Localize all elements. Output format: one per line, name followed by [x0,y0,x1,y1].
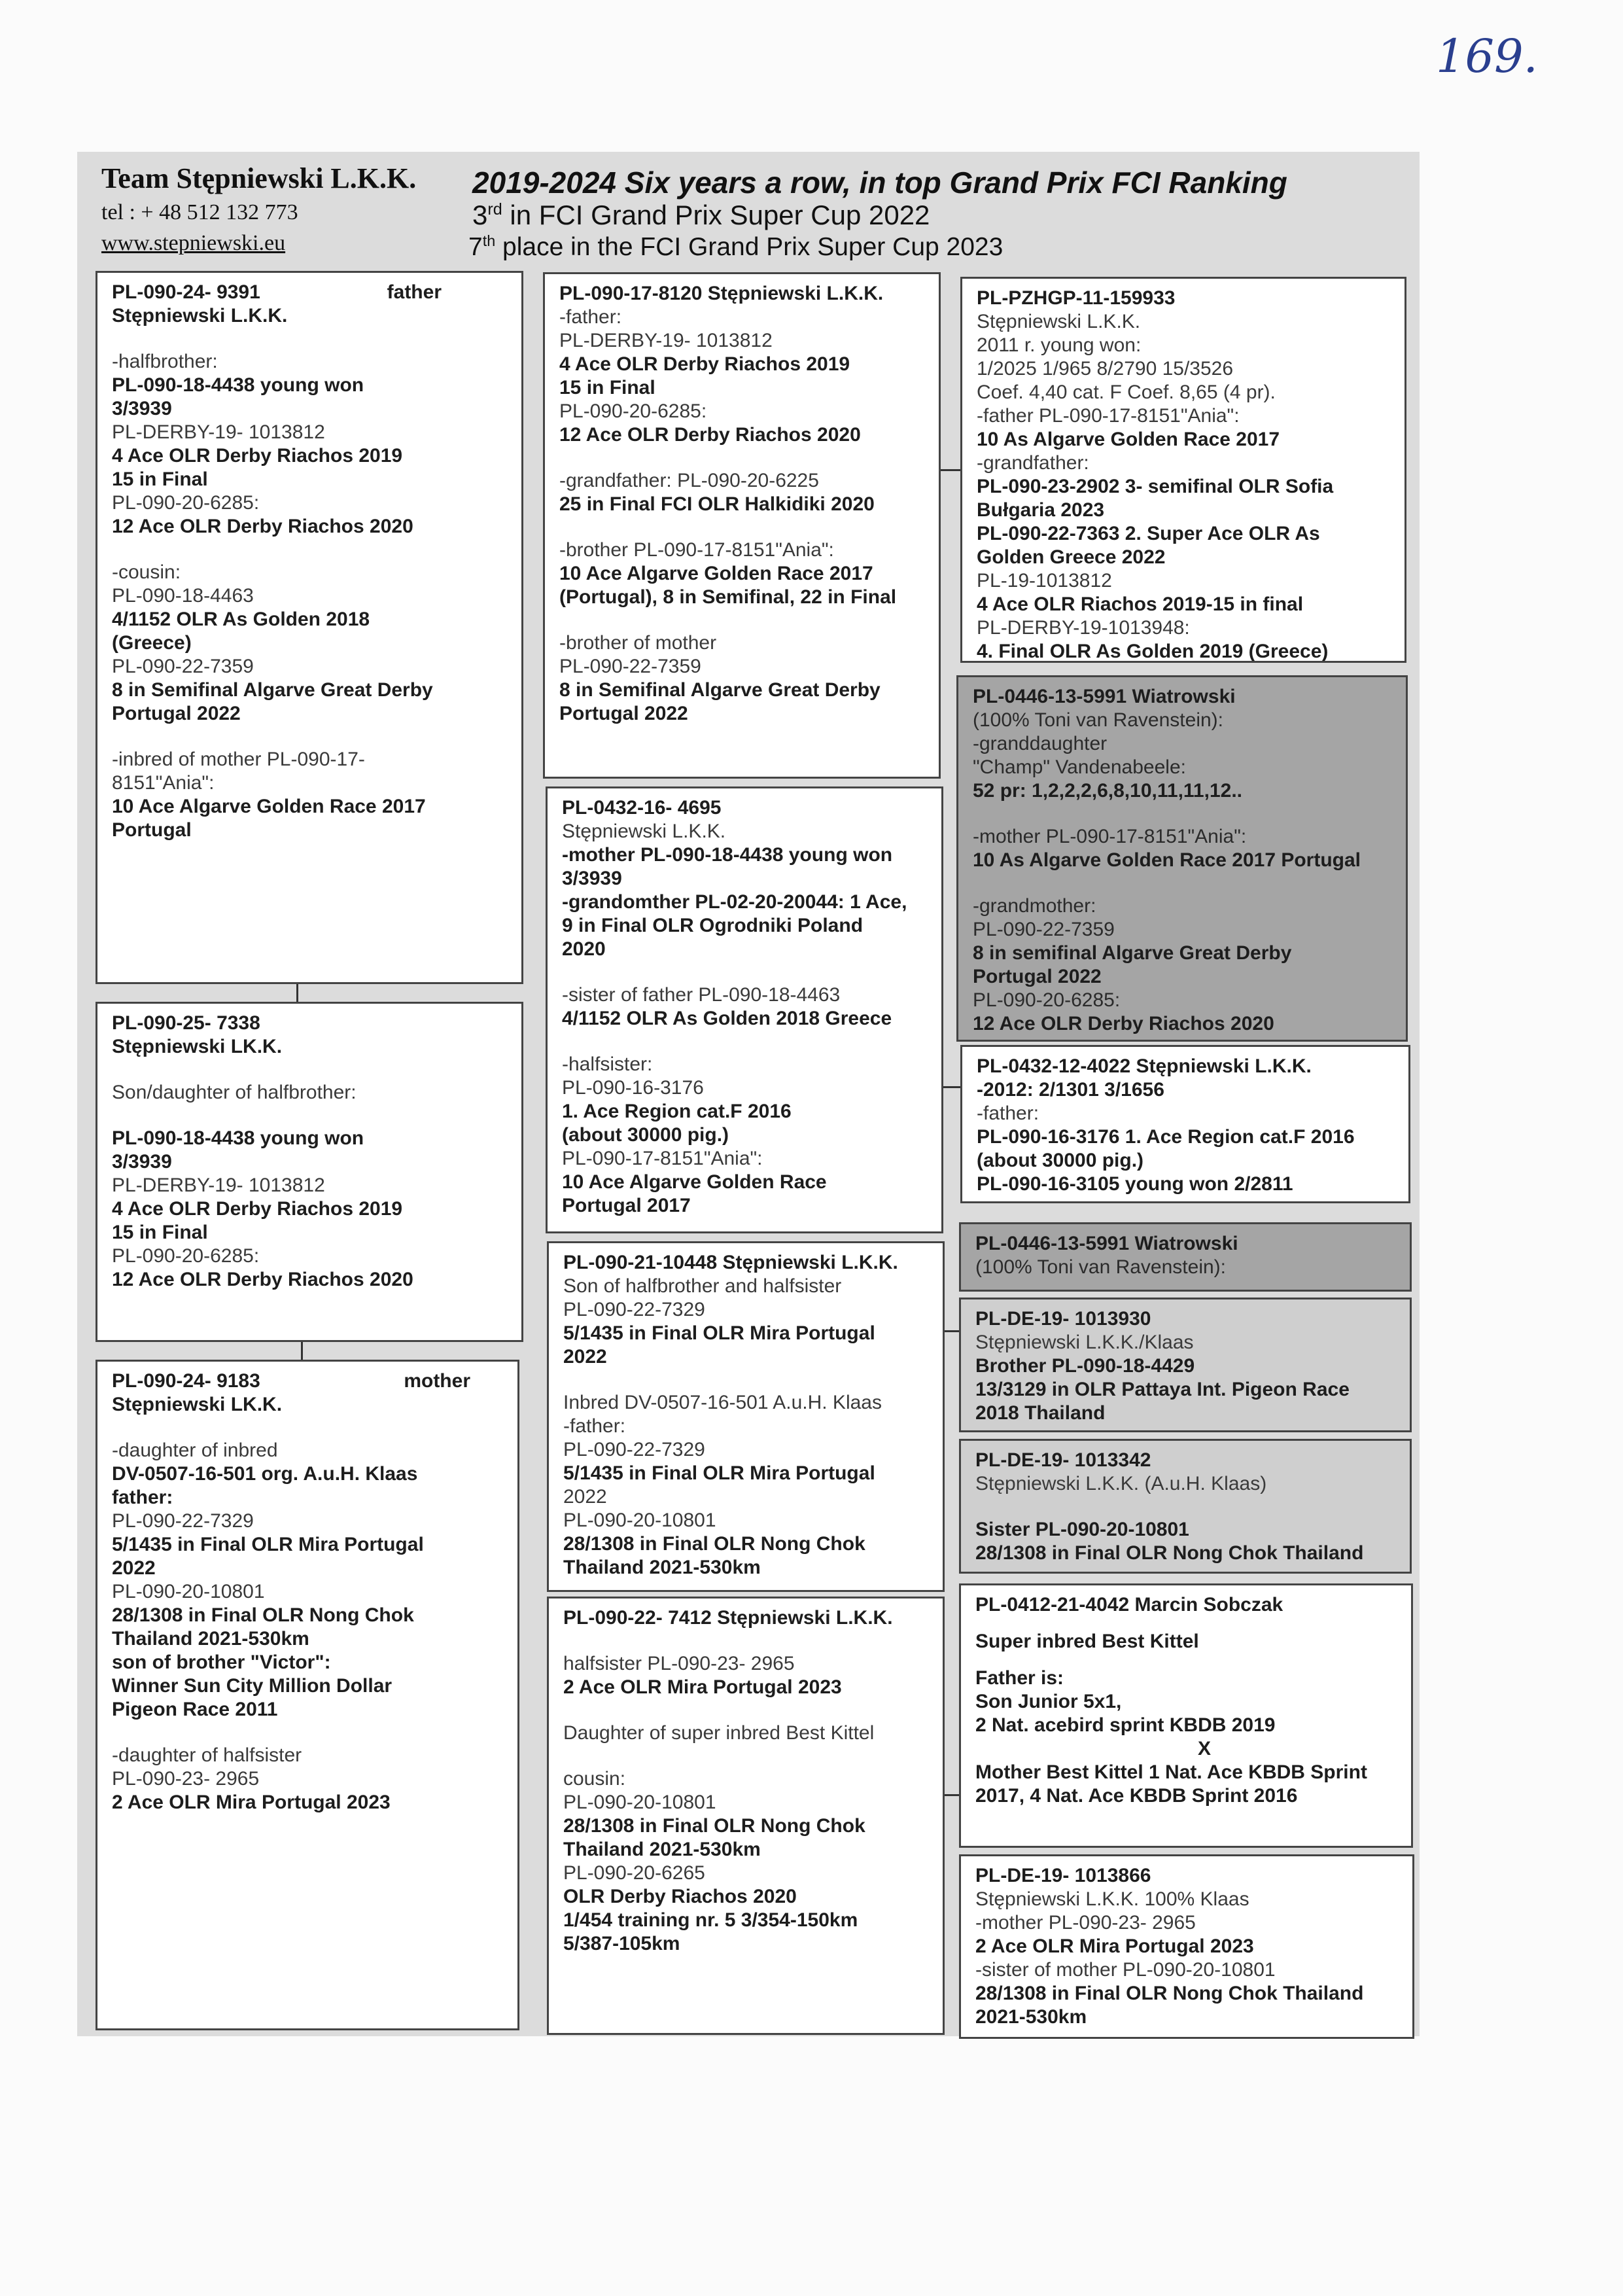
info-line: Stępniewski L.K.K. [562,821,726,842]
info-line: PL-DERBY-19- 1013812 [112,421,325,443]
info-line: -grandmother: [973,895,1096,917]
info-line: Portugal 2017 [562,1195,691,1216]
info-line: 10 Ace Algarve Golden Race [562,1171,827,1193]
info-line: -halfsister: [562,1053,653,1075]
info-line: Sister PL-090-20-10801 [975,1519,1189,1540]
info-line: 12 Ace OLR Derby Riachos 2020 [112,516,413,537]
info-line: PL-PZHGP-11-159933 [977,287,1176,309]
info-line: Portugal [112,819,192,841]
father-role: father [387,281,442,303]
info-line: Portugal 2022 [973,966,1102,987]
info-line: PL-090-17-8151"Ania": [562,1148,763,1169]
info-line: PL-090-20-6285: [112,492,260,514]
info-line: -mother PL-090-23- 2965 [975,1912,1196,1934]
info-line: PL-090-20-10801 [112,1581,265,1602]
info-line: Stępniewski L.K.K. [977,311,1141,332]
info-line: 10 As Algarve Golden Race 2017 Portugal [973,849,1361,871]
info-line: 2 Nat. acebird sprint KBDB 2019 [975,1714,1276,1736]
info-line: OLR Derby Riachos 2020 [563,1886,797,1907]
phone: tel : + 48 512 132 773 [101,200,298,224]
info-line: 12 Ace OLR Derby Riachos 2020 [559,424,861,446]
ancestor-box-1 [960,277,1406,663]
info-line: 5/1435 in Final OLR Mira Portugal [563,1462,875,1484]
info-line: 28/1308 in Final OLR Nong Chok Thailand [975,1542,1364,1564]
info-line: PL-0432-16- 4695 [562,797,722,819]
sibling-box [96,1002,523,1342]
info-line: 5/1435 in Final OLR Mira Portugal [112,1534,424,1555]
info-line: 4 Ace OLR Derby Riachos 2019 [112,445,403,467]
info-line: 2017, 4 Nat. Ace KBDB Sprint 2016 [975,1785,1298,1807]
ancestor-box-6 [959,1439,1412,1574]
info-line: PL-DERBY-19- 1013812 [559,330,773,351]
info-line: PL-090-23- 2965 [112,1768,260,1790]
info-line: Son/daughter of halfbrother: [112,1082,357,1103]
info-line: Thailand 2021-530km [563,1839,761,1860]
info-line: 4 Ace OLR Derby Riachos 2019 [112,1198,403,1220]
info-line: Portugal 2022 [559,703,688,724]
info-line: 10 As Algarve Golden Race 2017 [977,429,1280,450]
info-line: PL-0446-13-5991 Wiatrowski [973,686,1236,707]
info-line: Super inbred Best Kittel [975,1631,1199,1652]
ancestor-box-3 [960,1045,1410,1203]
info-line: 13/3129 in OLR Pattaya Int. Pigeon Race [975,1379,1350,1400]
info-line: 25 in Final FCI OLR Halkidiki 2020 [559,493,875,515]
info-line: 2022 [563,1486,607,1508]
info-line: 8 in Semifinal Algarve Great Derby [112,679,433,701]
info-line: halfsister PL-090-23- 2965 [563,1653,795,1674]
info-line: Stępniewski L.K.K. (A.u.H. Klaas) [975,1473,1267,1494]
info-line: Inbred DV-0507-16-501 A.u.H. Klaas [563,1392,882,1413]
info-line: PL-090-22-7359 [973,919,1115,940]
info-line: PL-090-21-10448 Stępniewski L.K.K. [563,1252,898,1273]
info-line: Winner Sun City Million Dollar [112,1675,393,1697]
info-line: -halfbrother: [112,351,218,372]
info-line: PL-0412-21-4042 Marcin Sobczak [975,1594,1283,1616]
info-line: (Portugal), 8 in Semifinal, 22 in Final [559,586,897,608]
info-line: -grandfather: [977,452,1089,474]
info-line: PL-DE-19- 1013866 [975,1865,1151,1886]
info-line: PL-090-20-10801 [563,1510,716,1531]
headline: 2019-2024 Six years a row, in top Grand Prix FCI Ranking [472,166,1287,200]
info-line: -father: [563,1415,626,1437]
website-link[interactable]: www.stepniewski.eu [101,231,286,255]
info-line: PL-DE-19- 1013930 [975,1308,1151,1330]
headline-line3: 7th place in the FCI Grand Prix Super Cup 2023 [468,232,1003,261]
info-line: 4 Ace OLR Derby Riachos 2019 [559,353,850,375]
info-line: 15 in Final [112,1222,208,1243]
info-line: 3/3939 [112,1151,172,1173]
team-name: Team Stępniewski L.K.K. [101,162,417,194]
info-line: PL-DE-19- 1013342 [975,1449,1151,1471]
mother-ring: PL-090-24- 9183 [112,1370,260,1392]
info-line: -cousin: [112,561,181,583]
info-line: father: [112,1487,173,1508]
info-line: 4/1152 OLR As Golden 2018 [112,609,370,630]
info-line: Brother PL-090-18-4429 [975,1355,1195,1377]
info-line: Daughter of super inbred Best Kittel [563,1722,875,1744]
info-line: Thailand 2021-530km [112,1628,309,1650]
info-line: -grandomther PL-02-20-20044: 1 Ace, [562,891,907,913]
info-line: PL-19-1013812 [977,570,1112,592]
info-line: 2020 [562,938,606,960]
info-line: 12 Ace OLR Derby Riachos 2020 [112,1269,413,1290]
info-line: -daughter of halfsister [112,1744,302,1766]
info-line: 1/454 training nr. 5 3/354-150km [563,1909,858,1931]
info-line: 10 Ace Algarve Golden Race 2017 [112,796,426,817]
info-line: PL-DERBY-19- 1013812 [112,1174,325,1196]
info-line: PL-090-16-3176 [562,1077,704,1099]
info-line: PL-090-22-7363 2. Super Ace OLR As [977,523,1320,544]
info-line: 15 in Final [559,377,655,398]
info-line: Pigeon Race 2011 [112,1699,278,1720]
info-line: PL-090-20-6265 [563,1862,705,1884]
info-line: -father PL-090-17-8151"Ania": [977,405,1240,427]
info-line: 2 Ace OLR Mira Portugal 2023 [112,1792,391,1813]
info-line: Thailand 2021-530km [563,1557,761,1578]
info-line: 5/1435 in Final OLR Mira Portugal [563,1322,875,1344]
info-line: cousin: [563,1768,626,1790]
info-line: 28/1308 in Final OLR Nong Chok [563,1815,865,1837]
father-father-box [543,272,941,779]
info-line: 9 in Final OLR Ogrodniki Poland [562,915,864,936]
info-line: 28/1308 in Final OLR Nong Chok [563,1533,865,1555]
info-line: Mother Best Kittel 1 Nat. Ace KBDB Sprint [975,1761,1367,1783]
mother-box [96,1360,519,2030]
info-line: 1. Ace Region cat.F 2016 [562,1101,792,1122]
info-line: -grandfather: PL-090-20-6225 [559,470,819,491]
info-line: -brother of mother [559,632,717,654]
info-line: -daughter of inbred [112,1439,278,1461]
info-line: -mother PL-090-18-4438 young won [562,844,893,866]
info-line: 3/3939 [562,868,622,889]
info-line: Son of halfbrother and halfsister [563,1275,842,1297]
mother-owner: Stępniewski LK.K. [112,1394,283,1415]
info-line: PL-090-17-8120 Stępniewski L.K.K. [559,283,884,304]
info-line: Son Junior 5x1, [975,1691,1122,1712]
info-line: Stępniewski L.K.K./Klaas [975,1332,1194,1353]
info-line: "Champ" Vandenabeele: [973,756,1186,778]
father-box [96,271,523,984]
mother-mother-box [547,1597,945,2035]
info-line: -inbred of mother PL-090-17- [112,749,365,770]
info-line: 2011 r. young won: [977,334,1142,356]
ancestor-box-8 [959,1854,1414,2039]
info-line: 28/1308 in Final OLR Nong Chok [112,1604,414,1626]
mother-role: mother [404,1370,470,1392]
info-line: 2 Ace OLR Mira Portugal 2023 [563,1676,842,1698]
info-line: 8 in semifinal Algarve Great Derby [973,942,1292,964]
info-line: (100% Toni van Ravenstein): [973,709,1223,731]
info-line: 4 Ace OLR Riachos 2019-15 in final [977,593,1304,615]
info-line: Coef. 4,40 cat. F Coef. 8,65 (4 pr). [977,381,1276,403]
info-line: (about 30000 pig.) [562,1124,729,1146]
headline-line2: 3rd in FCI Grand Prix Super Cup 2022 [472,200,930,230]
info-line: 2021-530km [975,2006,1087,2028]
info-line: PL-090-22-7359 [112,656,254,677]
info-line: PL-090-18-4438 young won [112,374,364,396]
info-line: DV-0507-16-501 org. A.u.H. Klaas [112,1463,418,1485]
mother-father-box [547,1241,945,1592]
info-line: (Greece) [112,632,192,654]
info-line: -father: [559,306,622,328]
info-line: PL-090-18-4438 young won [112,1127,364,1149]
info-line: 10 Ace Algarve Golden Race 2017 [559,563,873,584]
connector [941,1086,960,1088]
info-line: 5/387-105km [563,1933,680,1954]
father-owner: Stępniewski L.K.K. [112,305,288,327]
sibling-ring: PL-090-25- 7338 [112,1012,260,1034]
info-line: 12 Ace OLR Derby Riachos 2020 [973,1013,1274,1034]
info-line: Golden Greece 2022 [977,546,1166,568]
sibling-owner: Stępniewski LK.K. [112,1036,283,1057]
info-line: PL-090-16-3176 1. Ace Region cat.F 2016 [977,1126,1355,1148]
info-line: -sister of mother PL-090-20-10801 [975,1959,1276,1981]
info-line: Portugal 2022 [112,703,241,724]
ancestor-box-5 [959,1298,1412,1432]
info-line: PL-0432-12-4022 Stępniewski L.K.K. [977,1055,1312,1077]
info-line: -brother PL-090-17-8151"Ania": [559,539,834,561]
info-line: 4/1152 OLR As Golden 2018 Greece [562,1008,892,1029]
info-line: PL-090-22- 7412 Stępniewski L.K.K. [563,1607,893,1629]
info-line: PL-090-18-4463 [112,585,254,607]
ancestor-box-7 [959,1583,1413,1848]
info-line: PL-090-22-7329 [563,1299,705,1320]
info-line: (100% Toni van Ravenstein): [975,1256,1226,1278]
info-line: -2012: 2/1301 3/1656 [977,1079,1164,1101]
info-line: 52 pr: 1,2,2,2,6,8,10,11,11,12.. [973,780,1242,802]
info-line: -granddaughter [973,733,1108,754]
info-line: 2018 Thailand [975,1402,1106,1424]
info-line: PL-090-16-3105 young won 2/2811 [977,1173,1293,1195]
info-line: 8151"Ania": [112,772,215,794]
info-line: PL-090-20-6285: [973,989,1121,1011]
info-line: son of brother "Victor": [112,1651,331,1673]
info-line: PL-090-20-10801 [563,1792,716,1813]
info-line: PL-090-22-7359 [559,656,701,677]
info-line: PL-090-23-2902 3- semifinal OLR Sofia [977,476,1334,497]
info-line: 2 Ace OLR Mira Portugal 2023 [975,1935,1254,1957]
ancestor-box-2 [956,675,1408,1042]
ancestor-box-4 [959,1222,1412,1292]
page-number: 169. [1436,29,1538,83]
info-line: PL-DERBY-19-1013948: [977,617,1190,639]
info-line: Bułgaria 2023 [977,499,1105,521]
info-line: -sister of father PL-090-18-4463 [562,984,841,1006]
info-line: PL-090-22-7329 [563,1439,705,1460]
info-line: 28/1308 in Final OLR Nong Chok Thailand [975,1983,1364,2004]
info-line: -mother PL-090-17-8151"Ania": [973,826,1247,847]
info-line: 15 in Final [112,468,208,490]
info-line: PL-090-20-6285: [112,1245,260,1267]
info-line: 1/2025 1/965 8/2790 15/3526 [977,358,1234,380]
info-line: 2022 [563,1346,607,1368]
info-line: X [1198,1738,1212,1759]
info-line: PL-0446-13-5991 Wiatrowski [975,1233,1238,1254]
info-line: 3/3939 [112,398,172,419]
connector [941,469,960,471]
info-line: -father: [977,1103,1039,1124]
info-line: 2022 [112,1557,156,1579]
info-line: PL-090-22-7329 [112,1510,254,1532]
info-line: Stępniewski L.K.K. 100% Klaas [975,1888,1249,1910]
info-line: PL-090-20-6285: [559,400,707,422]
info-line: 4. Final OLR As Golden 2019 (Greece) [977,641,1329,662]
info-line: 8 in Semifinal Algarve Great Derby [559,679,881,701]
info-line: Father is: [975,1667,1064,1689]
father-mother-box [546,786,943,1233]
info-line: (about 30000 pig.) [977,1150,1144,1171]
father-ring: PL-090-24- 9391 [112,281,260,303]
